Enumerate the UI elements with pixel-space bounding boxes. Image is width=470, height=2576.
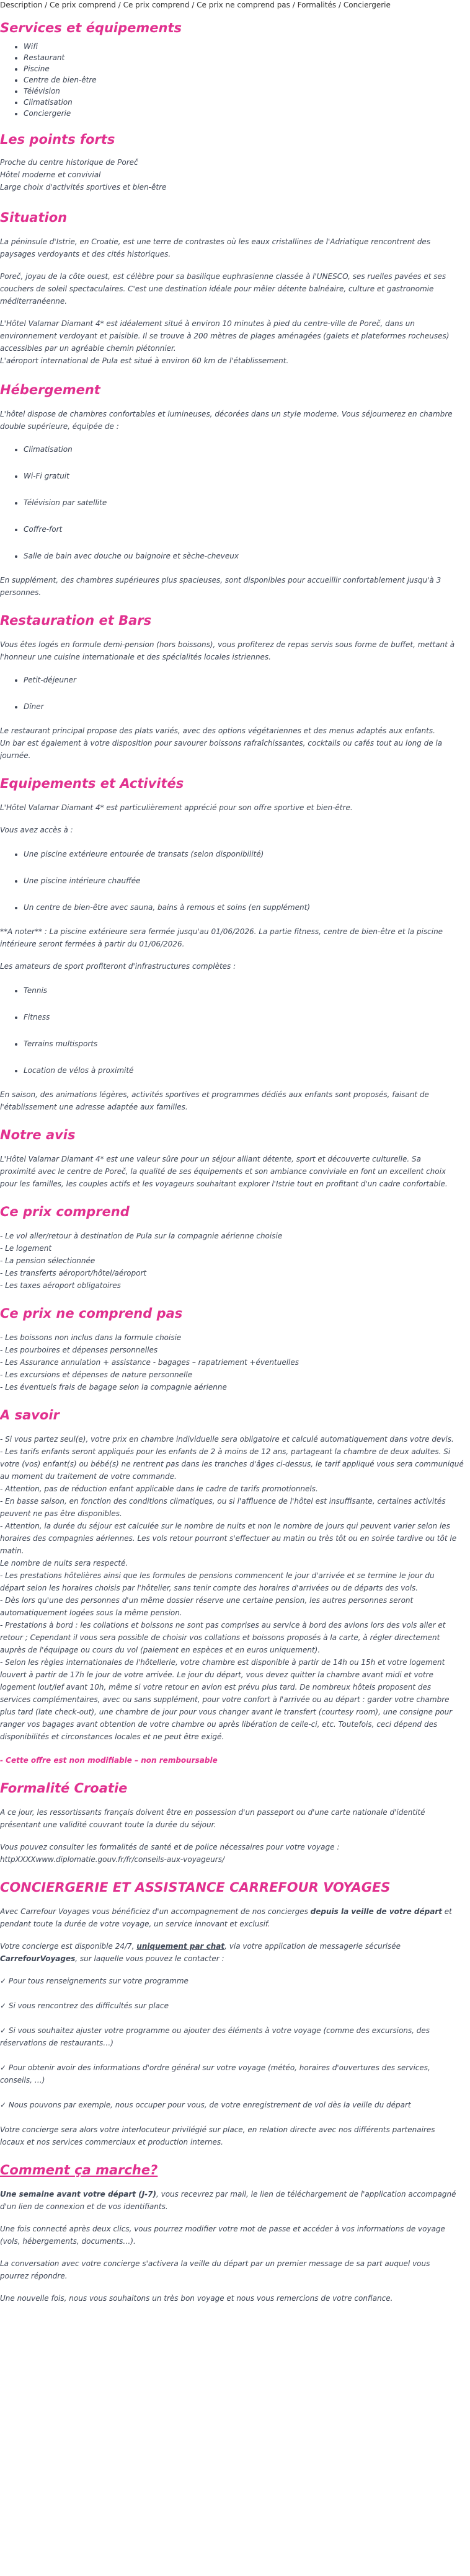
pool-item: • Une piscine extérieure entourée de transats (selon disponibilité) <box>24 849 470 860</box>
concierge-check-item: ✓ Pour obtenir avoir des informations d'ordre général sur votre voyage (météo, horaires d'ouvertures des services, <box>0 2063 430 2072</box>
good-to-know-title: A savoir <box>0 1408 60 1423</box>
review-title: Notre avis <box>0 1127 76 1142</box>
includes-title: Ce prix comprend <box>0 1204 130 1219</box>
how-it-works-line: La conversation avec votre concierge s'activera la veille du départ par un premier message de sa part auquel vous <box>0 2259 430 2268</box>
facilities-section <box>0 775 470 1113</box>
sport-item: • Fitness <box>24 1012 470 1023</box>
good-to-know-line: peuvent ne pas être disponibles. <box>0 1509 122 1518</box>
room-amenities-list <box>0 444 470 562</box>
concierge-intro-text: Avec Carrefour Voyages vous bénéficiez d'un accompagnement de nos concierges <box>0 1907 311 1916</box>
meal-list <box>0 674 470 712</box>
includes-line: - La pension sélectionnée <box>0 1256 95 1265</box>
accommodation-line: L'hôtel dispose de chambres confortables et lumineuses, décorées dans un style moderne. Vous séjournerez en chambre <box>0 410 453 418</box>
good-to-know-line: auprès de l'équipage ou cours du vol (paiement en espèces et en euros uniquement). <box>0 1646 321 1654</box>
includes-line: - Les transferts aéroport/hôtel/aéroport <box>0 1269 147 1277</box>
situation-title: Situation <box>0 210 68 225</box>
non-refundable-warning: - Cette offre est non modifiable – non remboursable <box>0 1756 218 1765</box>
good-to-know-line: - Dès lors qu'une des personnes d'un même dossier réserve une certaine pension, les autres personnes seront <box>0 1596 414 1605</box>
tab-concierge[interactable]: Conciergerie <box>343 1 391 9</box>
accommodation-section <box>0 382 470 599</box>
good-to-know-line: louvert à partir de 17h le jour de votre arrivée. Le jour du départ, vous devez quitter la chambre avant midi et votre <box>0 1670 433 1679</box>
pool-item: • Un centre de bien-être avec sauna, bains à remous et soins (en supplément) <box>24 902 470 913</box>
formalities-line: présentant une validité couvrant toute la durée du séjour. <box>0 1820 216 1829</box>
situation-paragraph-line: méditerranéenne. <box>0 297 68 306</box>
meal-item: • Dîner <box>24 701 470 712</box>
concierge-intro-bold: depuis la veille de votre départ <box>310 1907 442 1916</box>
situation-paragraph-line: accessibles par un agréable chemin piétonnier. <box>0 344 176 353</box>
review-section <box>0 1127 470 1190</box>
good-to-know-line: - Attention, la durée du séjour est calculée sur le nombre de nuits et non le nombre de jours qui peuvent varier selon les <box>0 1522 450 1530</box>
good-to-know-line: horaires des compagnies aériennes. Les vols retour pourront s'effectuer au matin ou très tôt ou en soirée tardive ou tôt le matin. <box>0 1534 457 1555</box>
dining-title: Restauration et Bars <box>0 613 152 628</box>
situation-paragraph-line: La péninsule d'Istrie, en Croatie, est une terre de contrastes où les eaux cristallines de l'Adriatique rencontrent des <box>0 237 431 246</box>
concierge-intro-end: et <box>441 1907 452 1916</box>
good-to-know-line: disponibilités et circonstances locales et ne peut être exigé. <box>0 1732 224 1741</box>
concierge-check-item: réservations de restaurants…) <box>0 2039 113 2047</box>
tab-formalities[interactable]: Formalités <box>297 1 337 9</box>
concierge-check-item: ✓ Si vous souhaitez ajuster votre programme ou ajouter des éléments à votre voyage (comme des excursions, des <box>0 2026 430 2035</box>
dining-line: Le restaurant principal propose des plats variés, avec des options végétariennes et des menus adaptés aux enfants. <box>0 726 435 735</box>
how-it-works-section <box>0 2162 470 2305</box>
services-section <box>0 20 470 119</box>
sports-list <box>0 985 470 1076</box>
how-it-works-text: , vous recevrez par mail, le lien de téléchargement de l'application accompagné <box>156 2190 456 2199</box>
tab-separator: / <box>336 1 344 9</box>
situation-paragraph-line: Poreč, joyau de la côte ouest, est célèbre pour sa basilique euphrasienne classée à l'UNESCO, ses ruelles pavées et ses <box>0 272 446 281</box>
good-to-know-line: - Si vous partez seul(e), votre prix en chambre individuelle sera obligatoire et calculé automatiquement dans votre devis. <box>0 1435 454 1444</box>
facilities-line: l'établissement une adresse adaptée aux familles. <box>0 1103 188 1111</box>
situation-paragraph-line: L'aéroport international de Pula est situé à environ 60 km de l'établissement. <box>0 356 289 365</box>
facilities-line: Les amateurs de sport profiteront d'infrastructures complètes : <box>0 962 236 971</box>
concierge-availability <box>0 1940 470 1952</box>
review-line: proximité avec le centre de Poreč, la qualité de ses équipements et son ambiance conviviale en font un excellent choix <box>0 1167 446 1176</box>
services-item: • Conciergerie <box>24 108 470 119</box>
good-to-know-line: logement lout/lef avant 10h, même si votre retour en avion est prévu plus tard. De nombreux hôtels proposent des <box>0 1683 432 1692</box>
room-amenity: • Coffre-fort <box>24 524 470 535</box>
review-line: L'Hôtel Valamar Diamant 4* est une valeur sûre pour un séjour alliant détente, sport et découverte culturelle. Sa <box>0 1155 421 1163</box>
dining-line: Vous êtes logés en formule demi-pension (hors boissons), vous profiterez de repas servis sous forme de buffet, mettant à <box>0 640 455 649</box>
formalities-link[interactable]: httpXXXXwww.diplomatie.gouv.fr/fr/conseils-aux-voyageurs/ <box>0 1855 224 1864</box>
concierge-line: Votre concierge sera alors votre interlocuteur privilégié sur place, en relation directe avec nos différents partenaires <box>0 2125 435 2134</box>
good-to-know-line: retour ; Cependant il vous sera possible de choisir vos collations et boissons proposés à la carte, à régler directement <box>0 1633 440 1642</box>
good-to-know-line: - En basse saison, en fonction des conditions climatiques, ou si l'affluence de l'hôtel est insuffisante, certaines activités <box>0 1497 446 1506</box>
pool-item: • Une piscine intérieure chauffée <box>24 875 470 886</box>
dining-section <box>0 612 470 762</box>
excludes-section <box>0 1305 470 1393</box>
excludes-line: - Les boissons non inclus dans la formule choisie <box>0 1333 182 1342</box>
room-amenity: • Salle de bain avec douche ou baignoire et sèche-cheveux <box>24 550 470 562</box>
formalities-line: Vous pouvez consulter les formalités de santé et de police nécessaires pour votre voyage : <box>0 1843 340 1851</box>
concierge-line: locaux et nos services commerciaux et production internes. <box>0 2138 223 2146</box>
concierge-check-item: ✓ Si vous rencontrez des difficultés sur place <box>0 2001 169 2010</box>
review-line: pour les familles, les couples actifs et les voyageurs souhaitant explorer l'Istrie tout en profitant d'un cadre confortable. <box>0 1180 448 1188</box>
services-item: • Restaurant <box>24 52 470 63</box>
pool-list <box>0 849 470 913</box>
facilities-line: Vous avez accès à : <box>0 826 73 834</box>
facilities-line: L'Hôtel Valamar Diamant 4* est particulièrement apprécié pour son offre sportive et bien-être. <box>0 803 353 812</box>
accommodation-title: Hébergement <box>0 382 100 397</box>
chat-only-text: uniquement par chat <box>136 1942 225 1951</box>
situation-section <box>0 210 470 367</box>
good-to-know-section <box>0 1407 470 1767</box>
good-to-know-lines <box>0 1433 470 1743</box>
room-amenity: • Télévision par satellite <box>24 497 470 508</box>
includes-line: - Le vol aller/retour à destination de Pula sur la compagnie aérienne choisie <box>0 1232 283 1240</box>
services-item: • Wifi <box>24 41 470 52</box>
how-it-works-line: (vols, hébergements, documents…). <box>0 2237 136 2246</box>
good-to-know-line: ranger vos bagages avant obtention de votre chambre ou après libération de celle-ci, etc. Toutefois, ceci dépend des <box>0 1720 438 1729</box>
services-item: • Centre de bien-être <box>24 74 470 86</box>
one-week-before-text: Une semaine avant votre départ (J-7) <box>0 2190 156 2199</box>
sport-item: • Terrains multisports <box>24 1038 470 1049</box>
concierge-intro <box>0 1905 470 1918</box>
accommodation-line: personnes. <box>0 588 42 597</box>
good-to-know-line: votre (vos) enfant(s) ou bébé(s) ne rentrent pas dans les tranches d'âges ci-dessus, le tarif appliqué vous sera communiqué <box>0 1460 464 1468</box>
tab-separator: / <box>290 1 298 9</box>
situation-paragraph-line: environnement verdoyant et paisible. Il se trouve à 200 mètres de plages aménagées (galets et plateformes rocheuses) <box>0 332 450 340</box>
tab-description[interactable]: Description <box>0 1 43 9</box>
excludes-line: - Les pourboires et dépenses personnelles <box>0 1346 158 1354</box>
good-to-know-line: - Selon les règles internationales de l'hôtellerie, votre chambre est disponible à partir de 14h ou 15h et votre logement <box>0 1658 445 1667</box>
highlight-line: Large choix d'activités sportives et bien-être <box>0 183 167 192</box>
services-item: • Télévision <box>24 86 470 97</box>
concierge-section <box>0 1879 470 2148</box>
accommodation-line: En supplément, des chambres supérieures plus spacieuses, sont disponibles pour accueillir confortablement jusqu'à 3 <box>0 576 441 584</box>
formalities-title: Formalité Croatie <box>0 1781 128 1796</box>
sport-item: • Tennis <box>24 985 470 996</box>
situation-paragraph-line: L'Hôtel Valamar Diamant 4* est idéalement situé à environ 10 minutes à pied du centre-ville de Poreč, dans un <box>0 319 415 328</box>
services-title: Services et équipements <box>0 20 182 35</box>
services-item: • Climatisation <box>24 97 470 108</box>
how-it-works-line: Une fois connecté après deux clics, vous pourrez modifier votre mot de passe et accéder à vos informations de voyage <box>0 2225 445 2233</box>
highlights-section <box>0 131 470 193</box>
good-to-know-line: plus tard (late check-out), une chambre de jour pour vous changer avant le transfert (courtesy room), une consigne pour <box>0 1708 453 1716</box>
concierge-availability-line <box>0 1952 470 1965</box>
facilities-line: En saison, des animations légères, activités sportives et programmes dédiés aux enfants sont proposés, faisant de <box>0 1090 429 1099</box>
good-to-know-line: - Prestations à bord : les collations et boissons ne sont pas comprises au service à bord des avions lors des vols aller et <box>0 1621 446 1630</box>
concierge-availability-text-2: , via votre application de messagerie sécurisée <box>224 1942 401 1951</box>
services-item: • Piscine <box>24 63 470 74</box>
situation-paragraph-line: couchers de soleil spectaculaires. C'est une destination idéale pour mêler détente balnéaire, culture et gastronomie <box>0 285 434 293</box>
meal-item: • Petit-déjeuner <box>24 674 470 686</box>
good-to-know-line: départ selon les horaires choisis par l'hôtelier, sans tenir compte des horaires d'arrivées ou de départs des vols. <box>0 1584 419 1592</box>
room-amenity: • Wi-Fi gratuit <box>24 470 470 482</box>
good-to-know-line: - Les prestations hôtelières ainsi que les formules de pensions commencent le jour d'arrivée et se termine le jour du <box>0 1571 435 1580</box>
dining-line: journée. <box>0 751 31 760</box>
formalities-line: A ce jour, les ressortissants français doivent être en possession d'un passeport ou d'une carte nationale d'identité <box>0 1808 425 1817</box>
situation-paragraph-line: paysages verdoyants et des cités historiques. <box>0 250 171 258</box>
concierge-check-item: conseils, …) <box>0 2076 45 2084</box>
highlights-title: Les points forts <box>0 132 115 147</box>
concierge-intro-line: pendant toute la durée de votre voyage, un service innovant et exclusif. <box>0 1920 270 1928</box>
tab-separator: / <box>42 1 50 9</box>
highlight-line: Proche du centre historique de Poreč <box>0 158 138 167</box>
tab-separator: / <box>115 1 123 9</box>
tab-excludes[interactable]: Ce prix ne comprend pas <box>197 1 290 9</box>
good-to-know-line: services complémentaires, avec ou sans supplément, pour votre confort à l'arrivée ou au départ : garder votre chambre <box>0 1695 450 1704</box>
concierge-availability-text: Votre concierge est disponible 24/7, <box>0 1942 137 1951</box>
how-it-works-title: Comment ça marche? <box>0 2163 158 2177</box>
dining-line: Un bar est également à votre disposition pour savourer boissons rafraîchissantes, cocktails ou cafés tout au long de la <box>0 739 443 748</box>
how-it-works-line: pourrez répondre. <box>0 2272 68 2280</box>
sport-item: • Location de vélos à proximité <box>24 1065 470 1076</box>
excludes-line: - Les Assurance annulation + assistance - bagages – rapatriement +éventuelles <box>0 1358 299 1367</box>
how-it-works-line: d'un lien de connexion et de vos identifiants. <box>0 2202 168 2211</box>
concierge-title: CONCIERGERIE ET ASSISTANCE CARREFOUR VOYAGES <box>0 1880 391 1895</box>
facilities-note: **A noter** : La piscine extérieure sera fermée jusqu'au 01/06/2026. La partie fitness, centre de bien-être et la piscine <box>0 927 443 936</box>
dining-line: l'honneur une cuisine internationale et des spécialités locales istriennes. <box>0 653 271 661</box>
concierge-availability-text-3: , sur laquelle vous pouvez le contacter : <box>75 1954 224 1963</box>
good-to-know-line: - Les tarifs enfants seront appliqués pour les enfants de 2 à moins de 12 ans, partageant la chambre de deux adultes. Si <box>0 1447 451 1456</box>
includes-line: - Les taxes aéroport obligatoires <box>0 1281 121 1290</box>
services-list <box>0 41 470 119</box>
tab-separator: / <box>189 1 197 9</box>
facilities-note: intérieure seront fermées à partir du 01/06/2026. <box>0 940 185 948</box>
good-to-know-line: Le nombre de nuits sera respecté. <box>0 1559 128 1568</box>
excludes-line: - Les éventuels frais de bagage selon la compagnie aérienne <box>0 1383 227 1392</box>
good-to-know-line: - Attention, pas de réduction enfant applicable dans le cadre de tarifs promotionnels. <box>0 1484 318 1493</box>
concierge-check-item: ✓ Nous pouvons par exemple, nous occuper pour vous, de votre enregistrement de vol dès la veille du départ <box>0 2101 411 2109</box>
closing-line: Une nouvelle fois, nous vous souhaitons un très bon voyage et nous vous remercions de votre confiance. <box>0 2294 393 2303</box>
tab-includes[interactable]: Ce prix comprend <box>50 1 116 9</box>
how-it-works-line <box>0 2188 470 2200</box>
good-to-know-line: au moment du traitement de votre commande. <box>0 1472 177 1481</box>
includes-section <box>0 1204 470 1292</box>
room-amenity: • Climatisation <box>24 444 470 455</box>
tab-includes-2[interactable]: Ce prix comprend <box>123 1 190 9</box>
facilities-title: Equipements et Activités <box>0 776 184 791</box>
good-to-know-line: automatiquement logées sous la même pension. <box>0 1608 182 1617</box>
includes-line: - Le logement <box>0 1244 52 1253</box>
app-name: CarrefourVoyages <box>0 1954 76 1963</box>
accommodation-line: double supérieure, équipée de : <box>0 422 119 431</box>
excludes-line: - Les excursions et dépenses de nature personnelle <box>0 1370 193 1379</box>
section-tabs <box>0 0 470 14</box>
concierge-check-item: ✓ Pour tous renseignements sur votre programme <box>0 1977 188 1985</box>
highlight-line: Hôtel moderne et convivial <box>0 170 101 179</box>
formalities-section <box>0 1780 470 1866</box>
excludes-title: Ce prix ne comprend pas <box>0 1306 183 1321</box>
